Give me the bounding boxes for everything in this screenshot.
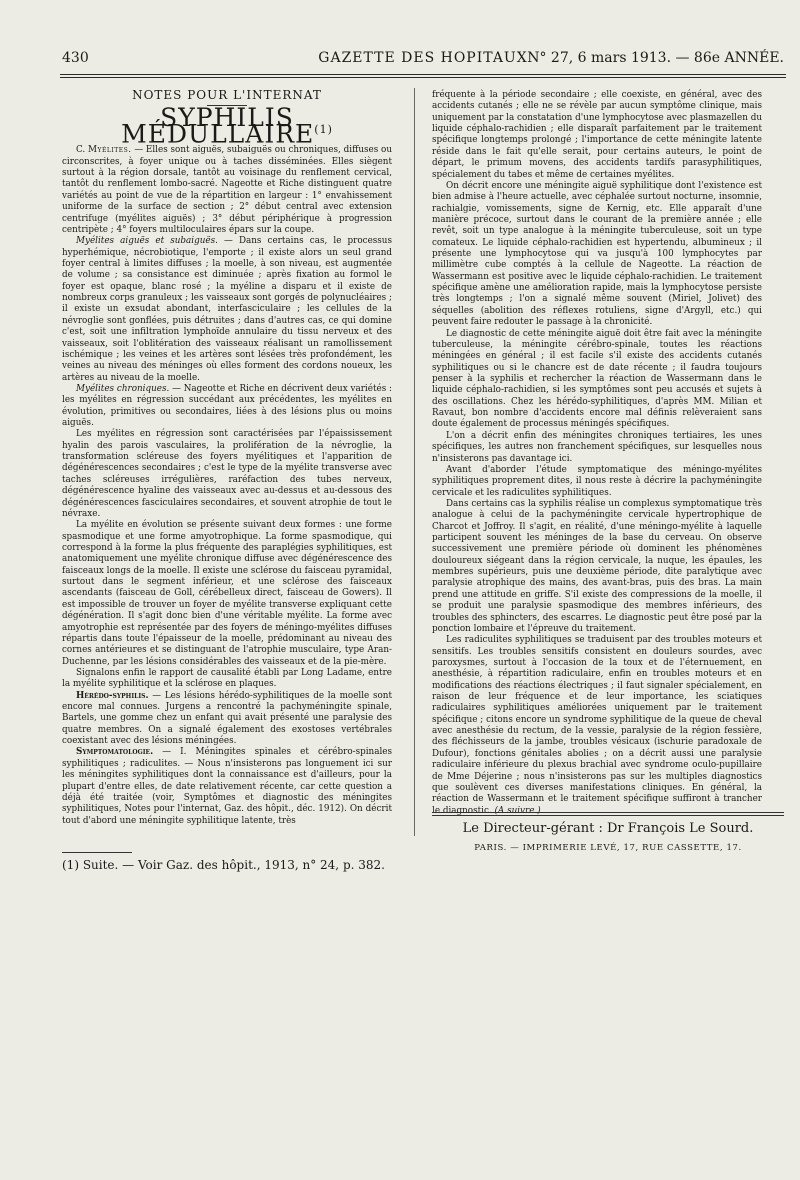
director-signature: Le Directeur-gérant : Dr François Le Sourd.: [462, 821, 754, 836]
paragraph-lead: Myélites.: [88, 145, 132, 156]
paragraph: On décrit encore une méningite aiguë syphilitique dont l'existence est bien admise à l'heure actuelle, avec céphalée surtout nocturne, insomnie, rachialgie, vomissements, signe de Kernig, etc. Elle apparaît d'une manière précoce, surtout dans le courant de la première année ; elle revêt, soit un type analogue à la méningite tuberculeuse, soit un type comateux. Le liquide céphalo-rachidien est hypertendu, albumineux ; il présente une lymphocytose qui va jusqu'à 100 lymphocytes par millimètre cube comptés à la cellule de Nageotte. La réaction de Wassermann est positive avec le liquide céphalo-rachidien. Le traitement spécifique amène une amélioration rapide, mais la lymphocytose persiste très longtemps ; l'on a signalé même souvent (Miriel, Jolivet) des séquelles (abolition des réflexes rotuliens, signe d'Argyll, etc.) qui peuvent faire redouter le passage à la chronicité.: [432, 180, 762, 328]
signature-rule: [432, 815, 784, 816]
paragraph-lead: Hérédo-syphilis.: [76, 690, 149, 701]
paragraph: Avant d'aborder l'étude symptomatique des méningo-myélites syphilitiques proprement dites, il nous reste à décrire la pachyméningite cervicale et les radiculites syphilitiques.: [432, 464, 762, 498]
footnote-rule: [62, 852, 132, 853]
paragraph-lead: Myélites aiguës et subaiguës.: [76, 236, 218, 247]
paragraph-text: Les myélites en régression sont caractérisées par l'épaississement hyalin des parois vasculaires, la prolifération de la névroglie, la transformation scléreuse des foyers myélitiques et l'apparition de dégénérescences secondaires ; c'est le type de la myélite transverse avec taches scléreuses irrégulières, raréfaction des tubes nerveux, dégénérescence hyaline des vaisseaux avec au-dessus et au-dessous des dégénérescences fasciculaires secondaires, et souvent atrophie de tout le névraxe.: [62, 429, 392, 519]
paragraph: [62, 668, 392, 691]
footnote: (1) Suite. — Voir Gaz. des hôpit., 1913, n° 24, p. 382.: [62, 858, 385, 872]
section-kicker: NOTES POUR L'INTERNAT: [132, 88, 322, 102]
paragraph-text: — I. Méningites spinales et cérébro-spinales syphilitiques ; radiculites. — Nous n'insisterons pas longuement ici sur les méningites syphilitiques dont la connaissance est d'ailleurs, pour la plupart d'entre elles, de date relativement récente, car cette question a déjà été traitée (voir, Symptômes et diagnostic des méningites syphilitiques, Notes pour l'internat, Gaz. des hôpit., déc. 1912). On décrit tout d'abord une méningite syphilitique latente, très: [62, 747, 392, 826]
paragraph: Le diagnostic de cette méningite aiguë doit être fait avec la méningite tuberculeuse, la méningite cérébro-spinale, toutes les réactions méningées en général ; il est facile s'il existe des accidents cutanés syphilitiques ou si le chancre est de date récente ; il faudra toujours penser à la syphilis et rechercher la réaction de Wassermann dans le liquide céphalo-rachidien, si les symptômes sont peu accusés et sujets à des oscillations. Chez les hérédo-syphilitiques, d'après MM. Milian et Ravaut, bon nombre d'accidents encore mal définis relèveraient sans doute également de processus méningés spécifiques.: [432, 328, 762, 430]
printer-imprint: PARIS. — IMPRIMERIE LEVÉ, 17, RUE CASSETTE, 17.: [474, 843, 742, 853]
paragraph: [62, 691, 392, 748]
running-header: [62, 50, 784, 72]
paragraph: [62, 747, 392, 827]
left-column: [62, 90, 392, 827]
byline: C.: [76, 145, 86, 156]
paragraph: [432, 635, 762, 817]
to-follow-note: (A suivre.): [494, 805, 541, 816]
title-note-mark: (1): [314, 122, 333, 136]
paragraph: [62, 520, 392, 668]
header-double-rule: [60, 74, 786, 78]
paragraph-lead: Myélites chroniques.: [76, 383, 170, 394]
right-column: [432, 90, 762, 817]
paragraph-text: La myélite en évolution se présente suivant deux formes : une forme spasmodique et une forme amyotrophique. La forme spasmodique, qui correspond à la forme la plus fréquente des paraplégies syphilitiques, est anatomiquement une myélite chronique diffuse avec dégénérescence des faisceaux longs de la moelle. Il existe une sclérose du faisceau pyramidal, surtout dans le segment inférieur, et une sclérose des faisceaux ascendants (faisceau de Goll, cérébelleux direct, faisceau de Gowers). Il est impossible de trouver un foyer de myélite transverse expliquant cette dégénération. Il s'agit donc bien d'une véritable myélite. La forme avec amyotrophie est représentée par des foyers de méningo-myélites diffuses répartis dans toute l'épaisseur de la moelle, prédominant au niveau des cornes antérieures et se distinguant de l'atrophie musculaire, type Aran-Duchenne, par les lésions considérables des vaisseaux et de la pie-mère.: [62, 520, 392, 667]
issue-info: N° 27, 6 mars 1913. — 86e ANNÉE.: [527, 50, 784, 66]
paragraph-text: — Les lésions hérédo-syphilitiques de la moelle sont encore mal connues. Jurgens a rencontré la pachyméningite spinale, Bartels, une gomme chez un enfant qui avait présenté une paralysie des quatre membres. On a signalé également des exostoses vertébrales coexistant avec des lésions méningées.: [62, 690, 392, 747]
journal-title: GAZETTE DES HOPITAUX: [318, 50, 528, 66]
paragraph: fréquente à la période secondaire ; elle coexiste, en général, avec des accidents cutanés ; elle ne se révèle par aucun symptôme clinique, mais uniquement par la constatation d'une lymphocytose avec plasmazellen du liquide céphalo-rachidien ; elle disparaît parfaitement par le traitement spécifique longtemps prolongé ; l'importance de cette méningite latente réside dans le fait qu'elle serait, pour certains auteurs, le point de départ, le primum movens, des accidents tardifs parasyphilitiques, spécialement du tabes et même de certaines myélites.: [432, 90, 762, 180]
signature-rule: [432, 812, 784, 813]
paragraph: L'on a décrit enfin des méningites chroniques tertiaires, les unes spécifiques, les autres non franchement spécifiques, sur lesquelles nous n'insisterons pas davantage ici.: [432, 430, 762, 464]
article-title-text: SYPHILIS MÉDULLAIRE: [121, 103, 315, 149]
paragraph-lead: Symptomatologie.: [76, 747, 154, 758]
article-title: [62, 103, 392, 149]
paragraph-text: Les radiculites syphilitiques se traduisent par des troubles moteurs et sensitifs. Les troubles sensitifs consistent en douleurs sourdes, avec paroxysmes, surtout à l'occasion de la toux et de l'éternuement, en anesthésie, à répartition radiculaire, enfin en troubles moteurs et en modifications des réactions électriques ; il faut signaler spécialement, en raison de leur fréquence et de leur importance, les sciatiques radiculaires syphilitiques améliorées uniquement par le traitement spécifique ; citons encore un syndrome syphilitique de la queue de cheval avec anesthésie du rectum, de la vessie, paralysie de la région fessière, des fléchisseurs de la jambe, troubles vésicaux (ischurie paradoxale de Dufour), fonctions génitales abolies ; on a décrit aussi une paralysie radiculaire inférieure du plexus brachial avec syndrome oculo-pupillaire de Mme Déjerine ; nous n'insisterons pas sur les multiples diagnostics que soulèvent ces diverses manifestations cliniques. En général, la réaction de Wassermann et le traitement spécifique suffiront à trancher le diagnostic.: [432, 635, 762, 816]
paragraph-text: Signalons enfin le rapport de causalité établi par Long Ladame, entre la myélite syphilitique et la sclérose en plaques.: [62, 667, 392, 690]
paragraph: [62, 236, 392, 384]
column-divider: [414, 88, 415, 836]
paragraph: [62, 145, 392, 236]
paragraph-text: — Nageotte et Riche en décrivent deux variétés : les myélites en régression succédant aux précédentes, les myélites en évolution, primitives ou secondaires, liées à des lésions plus ou moins aiguës.: [62, 383, 392, 429]
paragraph: [62, 384, 392, 429]
paragraph-text: — Elles sont aiguës, subaiguës ou chroniques, diffuses ou circonscrites, à foyer unique ou à taches disséminées. Elles siègent surtout à la région dorsale, tantôt au voisinage du renflement cervical, tantôt du renflement lombo-sacré. Nageotte et Riche distinguent quatre variétés au point de vue de la répartition en largeur : 1° envahissement uniforme de la surface de section ; 2° début central avec extension centrifuge (myélites aiguës) ; 3° début périphérique à progression centripète ; 4° foyers multiloculaires épars sur la coupe.: [62, 145, 393, 235]
paragraph-text: — Dans certains cas, le processus hyperhémique, nécrobiotique, l'emporte ; il existe alors un seul grand foyer central à limites diffuses ; la moelle, à son niveau, est augmentée de volume ; sa consistance est diminuée ; après fixation au formol le foyer est opaque, blanc rosé ; la myéline a disparu et il existe de nombreux corps granuleux ; les vaisseaux sont gorgés de polynucléaires ; il existe un exsudat abondant, interfasciculaire ; les cellules de la névroglie sont gonflées, puis détruites ; dans d'autres cas, ce qui domine c'est, soit une infiltration lymphoïde annulaire du tissu nerveux et des vaisseaux, soit l'oblitération des vaisseaux réalisant un ramollissement ischémique ; les veines et les artères sont lésées très profondément, les veines au niveau des méninges où elles forment des cordons noueux, les artères au niveau de la moelle.: [62, 236, 392, 383]
paragraph: Dans certains cas la syphilis réalise un complexus symptomatique très analogue à celui de la pachyméningite cervicale hypertrophique de Charcot et Joffroy. Il s'agit, en réalité, d'une méningo-myélite à laquelle participent souvent les méninges de la base du cerveau. On observe successivement une première période où dominent les phénomènes douloureux siégeant dans la région cervicale, la nuque, les épaules, les membres supérieurs, puis une deuxième période, dite paralytique avec paralysie atrophique des mains, des avant-bras, puis des bras. La main prend une attitude en griffe. S'il existe des compressions de la moelle, il se produit une paralysie spasmodique des membres inférieurs, des troubles des sphincters, des escarres. Le diagnostic peut être posé par la ponction lombaire et l'épreuve du traitement.: [432, 498, 762, 634]
page-number: 430: [62, 50, 89, 66]
paragraph: [62, 429, 392, 520]
